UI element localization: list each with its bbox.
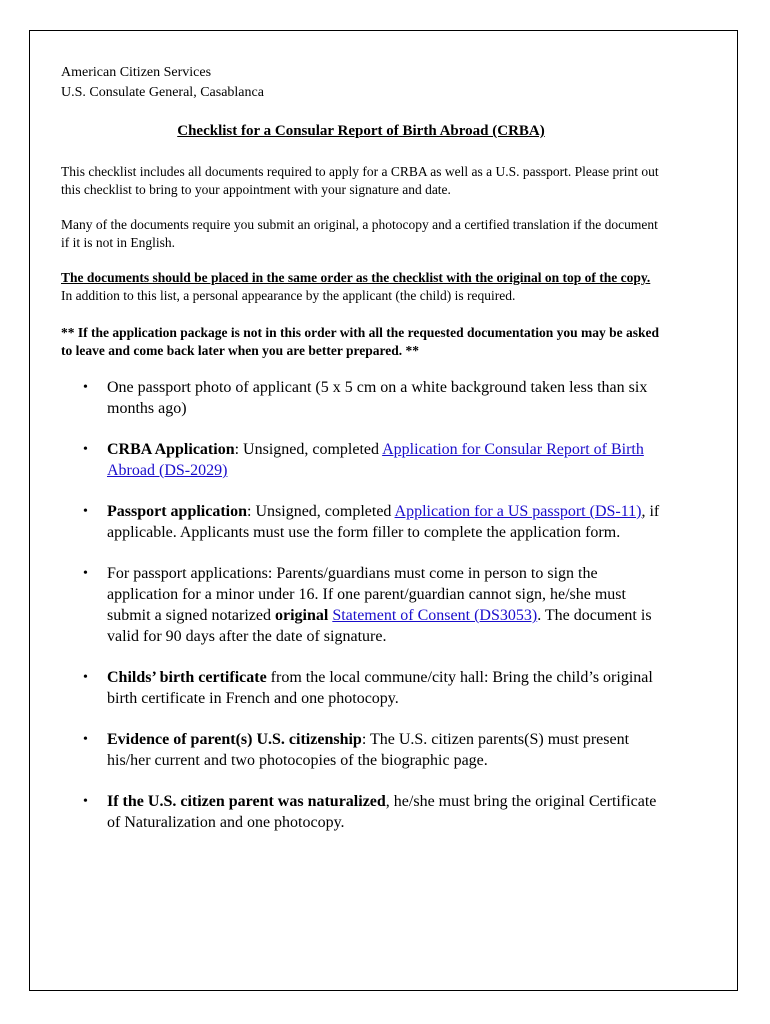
bullet-icon: • (83, 732, 88, 747)
header-consulate: U.S. Consulate General, Casablanca (61, 85, 264, 100)
list-item-passport-application (61, 501, 661, 543)
birth-certificate-text: from the local commune/city hall: Bring the child’s original birth certificate in French and one photocopy. (107, 669, 653, 707)
birth-certificate-label: Childs’ birth certificate (107, 669, 267, 686)
appearance-note: In addition to this list, a personal appearance by the applicant (the child) is required. (61, 287, 516, 303)
consent-validity-note: . The document is valid for 90 days after the date of signature. (107, 607, 652, 645)
ds3053-link[interactable]: Statement of Consent (DS3053) (332, 607, 538, 624)
passport-application-note: , if applicable. Applicants must use the form filler to complete the application form. (107, 503, 660, 541)
bullet-icon: • (83, 670, 88, 685)
warning-paragraph: ** If the application package is not in this order with all the requested documentation you may be asked to leave and come back later when you are better prepared. ** (61, 325, 660, 358)
crba-application-text: : Unsigned, completed (234, 441, 383, 458)
bullet-icon: • (83, 566, 88, 581)
citizenship-evidence-text: : The U.S. citizen parents(S) must present his/her current and two photocopies of the biographic page. (107, 731, 630, 769)
list-item-crba-application (61, 439, 661, 481)
bullet-icon: • (83, 380, 88, 395)
intro-paragraph-3 (61, 269, 661, 304)
naturalization-text: , he/she must bring the original Certificate of Naturalization and one photocopy. (107, 793, 657, 831)
parental-consent-text: For passport applications: Parents/guardians must come in person to sign the application for a minor under 16. If one parent/guardian cannot sign, he/she must submit a signed notarized (107, 565, 626, 624)
passport-application-label: Passport application (107, 503, 248, 520)
citizenship-evidence-label: Evidence of parent(s) U.S. citizenship (107, 731, 362, 748)
list-item-citizenship-evidence (61, 729, 661, 771)
crba-application-label: CRBA Application (107, 441, 235, 458)
header-office: American Citizen Services (61, 65, 212, 80)
intro-paragraph-2: Many of the documents require you submit an original, a photocopy and a certified translation if the document if it is not in English. (61, 217, 658, 250)
passport-application-text: : Unsigned, completed (247, 503, 395, 520)
intro-paragraph-1: This checklist includes all documents required to apply for a CRBA as well as a U.S. passport. Please print out this checklist to bring to your appointment with your signature and date. (61, 164, 659, 197)
original-label: original (274, 607, 329, 624)
list-item-parental-consent (61, 563, 661, 647)
list-item-photo (61, 377, 661, 419)
document-content (61, 63, 661, 853)
ds11-link[interactable]: Application for a US passport (DS-11) (394, 503, 642, 520)
bullet-icon: • (83, 504, 88, 519)
photo-text: One passport photo of applicant (5 x 5 cm on a white background taken less than six months ago) (107, 379, 648, 417)
document-checklist (61, 377, 661, 833)
bullet-icon: • (83, 794, 88, 809)
bullet-icon: • (83, 442, 88, 457)
list-item-naturalization (61, 791, 661, 833)
list-item-birth-certificate (61, 667, 661, 709)
ds2029-link[interactable]: Application for Consular Report of Birth Abroad (DS-2029) (107, 441, 644, 479)
naturalization-label: If the U.S. citizen parent was naturalized (107, 793, 386, 810)
page-title: Checklist for a Consular Report of Birth Abroad (CRBA) (177, 123, 545, 139)
order-instruction: The documents should be placed in the same order as the checklist with the original on top of the copy. (61, 270, 651, 285)
